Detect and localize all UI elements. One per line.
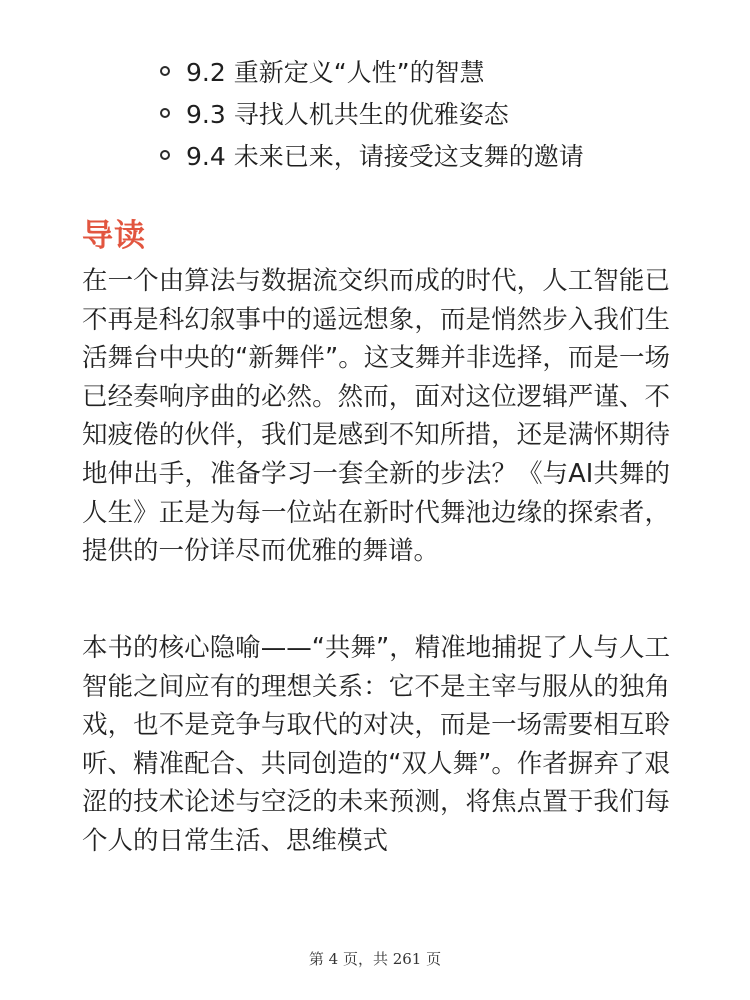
circle-bullet-icon (160, 66, 170, 76)
toc-list (160, 50, 584, 176)
toc-item[interactable] (160, 50, 584, 92)
body-paragraph: 在一个由算法与数据流交织而成的时代，人工智能已不再是科幻叙事中的遥远想象，而是悄然步入我们生活舞台中央的“新舞伴”。这支舞并非选择，而是一场已经奏响序曲的必然。然而，面对这位逻辑严谨、不知疲倦的伙伴，我们是感到不知所措，还是满怀期待地伸出手，准备学习一套全新的步法？《与AI共舞的人生》正是为每一位站在新时代舞池边缘的探索者，提供的一份详尽而优雅的舞谱。 (82, 266, 670, 567)
toc-item-label: 9.2 重新定义“人性”的智慧 (186, 58, 485, 87)
page-number-footer: 第 4 页，共 261 页 (308, 950, 442, 968)
section-heading: 导读 (82, 218, 146, 254)
circle-bullet-icon (160, 150, 170, 160)
body-paragraph: 本书的核心隐喻——“共舞”，精准地捕捉了人与人工智能之间应有的理想关系：它不是主宰与服从的独角戏，也不是竞争与取代的对决，而是一场需要相互聆听、精准配合、共同创造的“双人舞”。作者摒弃了艰涩的技术论述与空泛的未来预测，将焦点置于我们每个人的日常生活、思维模式 (82, 633, 670, 856)
circle-bullet-icon (160, 108, 170, 118)
toc-item-label: 9.3 寻找人机共生的优雅姿态 (186, 100, 509, 129)
toc-item[interactable] (160, 134, 584, 176)
toc-item-label: 9.4 未来已来，请接受这支舞的邀请 (186, 142, 584, 171)
toc-item[interactable] (160, 92, 584, 134)
